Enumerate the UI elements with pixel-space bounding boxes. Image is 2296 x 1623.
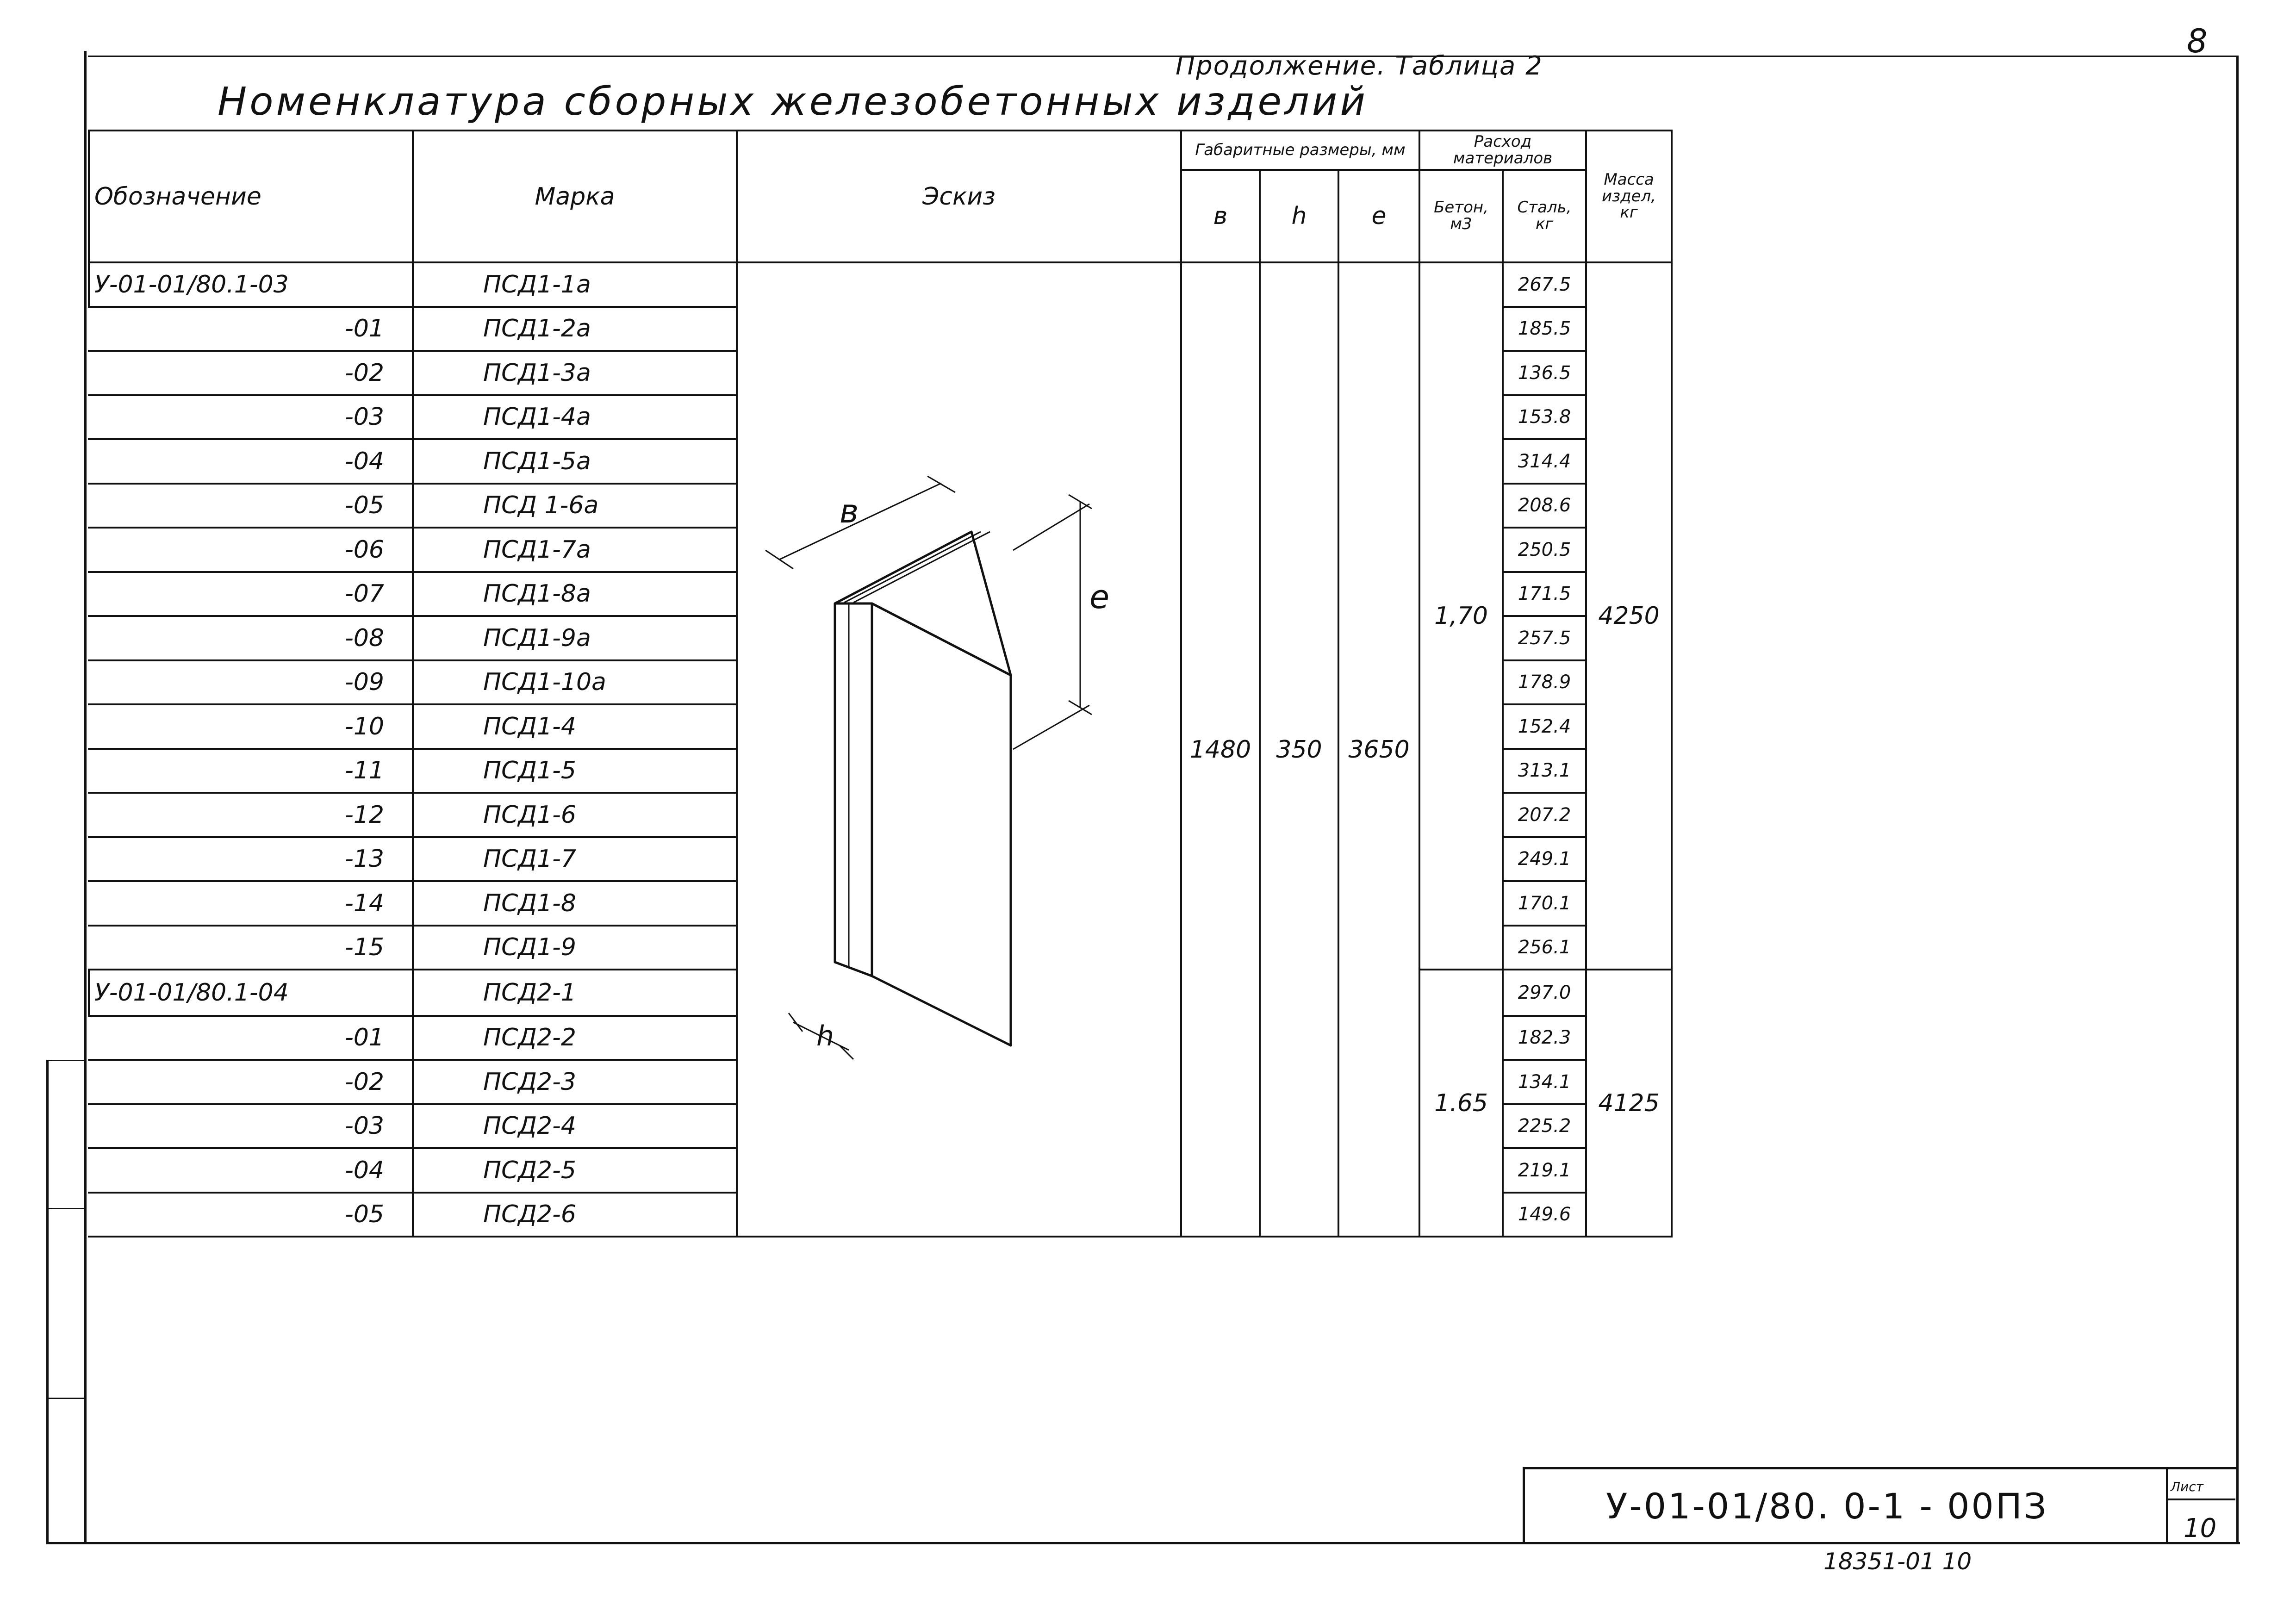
- cell-steel: 153.8: [1503, 395, 1586, 440]
- header-dimensions-group: Габаритные размеры, мм: [1181, 131, 1419, 170]
- binding-strip-line: [46, 1398, 86, 1399]
- cell-designation: -06: [89, 528, 413, 572]
- cell-steel: 225.2: [1503, 1104, 1586, 1149]
- frame-top-border: [88, 56, 2238, 57]
- header-mass: Масса издел, кг: [1586, 131, 1672, 262]
- cell-mark: ПСД1-10а: [413, 660, 737, 705]
- cell-mark: ПСД1-5: [413, 749, 737, 793]
- cell-mark: ПСД2-3: [413, 1060, 737, 1104]
- cell-mark: ПСД1-4а: [413, 395, 737, 440]
- cell-designation: -05: [89, 1193, 413, 1237]
- cell-designation: -08: [89, 616, 413, 660]
- sketch-label-b: в: [840, 492, 859, 530]
- cell-steel: 149.6: [1503, 1193, 1586, 1237]
- cell-mark: ПСД2-4: [413, 1104, 737, 1149]
- cell-mark: ПСД1-7: [413, 837, 737, 882]
- cell-steel: 171.5: [1503, 572, 1586, 616]
- cell-designation: -14: [89, 881, 413, 926]
- cell-steel: 170.1: [1503, 881, 1586, 926]
- cell-mark: ПСД2-1: [413, 970, 737, 1016]
- cell-steel: 152.4: [1503, 704, 1586, 749]
- cell-steel: 208.6: [1503, 484, 1586, 528]
- cell-mark: ПСД1-3а: [413, 351, 737, 395]
- sketch-label-h: h: [816, 1020, 834, 1052]
- header-dim-l: е: [1338, 170, 1419, 262]
- cell-steel: 185.5: [1503, 307, 1586, 351]
- cell-designation: -03: [89, 1104, 413, 1149]
- cell-mark: ПСД1-1а: [413, 262, 737, 307]
- binding-strip-line: [46, 1208, 86, 1209]
- cell-mass-group-1: 4250: [1586, 262, 1672, 970]
- stamp-sheet-divider: [2166, 1499, 2235, 1500]
- archive-number: 18351-01 10: [1823, 1548, 1972, 1575]
- panel-side-face: [835, 603, 872, 976]
- cell-concrete-group-2: 1.65: [1419, 970, 1503, 1237]
- cell-steel: 267.5: [1503, 262, 1586, 307]
- cell-designation: У-01-01/80.1-04: [89, 970, 413, 1016]
- cell-mark: ПСД2-5: [413, 1148, 737, 1193]
- table-continuation-label: Продолжение. Таблица 2: [1176, 51, 1543, 81]
- header-concrete: Бетон, м3: [1419, 170, 1503, 262]
- cell-steel: 314.4: [1503, 439, 1586, 484]
- binding-strip-line: [46, 1060, 86, 1061]
- cell-designation: -04: [89, 439, 413, 484]
- cell-mark: ПСД1-2а: [413, 307, 737, 351]
- cell-steel: 313.1: [1503, 749, 1586, 793]
- cell-mark: ПСД2-6: [413, 1193, 737, 1237]
- header-designation: Обозначение: [89, 131, 413, 262]
- corner-page-mark: 8: [2187, 22, 2208, 60]
- sketch-label-l: е: [1089, 578, 1110, 616]
- cell-mark: ПСД1-8: [413, 881, 737, 926]
- header-sketch: Эскиз: [737, 131, 1181, 262]
- cell-concrete-group-1: 1,70: [1419, 262, 1503, 970]
- table-row: [89, 262, 1672, 307]
- cell-designation: -01: [89, 1016, 413, 1060]
- cell-mark: ПСД1-6: [413, 793, 737, 837]
- header-dim-b: в: [1181, 170, 1260, 262]
- header-mark: Марка: [413, 131, 737, 262]
- cell-designation: -11: [89, 749, 413, 793]
- cell-mark: ПСД1-4: [413, 704, 737, 749]
- frame-left-border: [84, 51, 87, 1543]
- cell-steel: 297.0: [1503, 970, 1586, 1016]
- nomenclature-table: [88, 130, 1673, 1237]
- cell-designation: -03: [89, 395, 413, 440]
- frame-right-border: [2236, 56, 2239, 1543]
- cell-mark: ПСД 1-6а: [413, 484, 737, 528]
- cell-designation: -01: [89, 307, 413, 351]
- cell-steel: 207.2: [1503, 793, 1586, 837]
- cell-steel: 178.9: [1503, 660, 1586, 705]
- cell-steel: 134.1: [1503, 1060, 1586, 1104]
- cell-steel: 219.1: [1503, 1148, 1586, 1193]
- stamp-sheet-label: Лист: [2171, 1479, 2203, 1494]
- cell-mark: ПСД1-5а: [413, 439, 737, 484]
- document-title: Номенклатура сборных железобетонных изделий: [218, 79, 1368, 124]
- stamp-sheet-number: 10: [2184, 1513, 2217, 1543]
- cell-steel: 250.5: [1503, 528, 1586, 572]
- cell-designation: -13: [89, 837, 413, 882]
- stamp-document-code: У-01-01/80. 0-1 - 00ПЗ: [1606, 1486, 2048, 1527]
- cell-steel: 182.3: [1503, 1016, 1586, 1060]
- cell-designation: -09: [89, 660, 413, 705]
- cell-designation: -15: [89, 926, 413, 970]
- sketch-cell: [737, 262, 1181, 1237]
- cell-mass-group-2: 4125: [1586, 970, 1672, 1237]
- cell-mark: ПСД1-7а: [413, 528, 737, 572]
- cell-dim-h: 350: [1260, 262, 1338, 1237]
- cell-designation: -10: [89, 704, 413, 749]
- cell-mark: ПСД1-9а: [413, 616, 737, 660]
- cell-steel: 257.5: [1503, 616, 1586, 660]
- cell-steel: 136.5: [1503, 351, 1586, 395]
- cell-steel: 249.1: [1503, 837, 1586, 882]
- cell-designation: -02: [89, 1060, 413, 1104]
- cell-dim-l: 3650: [1338, 262, 1419, 1237]
- panel-front-face: [872, 603, 1011, 1045]
- cell-designation: -02: [89, 351, 413, 395]
- cell-designation: -07: [89, 572, 413, 616]
- header-materials-group: Расход материалов: [1419, 131, 1586, 170]
- cell-mark: ПСД1-8а: [413, 572, 737, 616]
- cell-designation: У-01-01/80.1-03: [89, 262, 413, 307]
- cell-steel: 256.1: [1503, 926, 1586, 970]
- header-steel: Сталь, кг: [1503, 170, 1586, 262]
- header-dim-h: h: [1260, 170, 1338, 262]
- binding-strip: [46, 1060, 49, 1543]
- cell-mark: ПСД2-2: [413, 1016, 737, 1060]
- panel-sketch: [738, 263, 1181, 1236]
- cell-designation: -04: [89, 1148, 413, 1193]
- cell-designation: -12: [89, 793, 413, 837]
- cell-dim-b: 1480: [1181, 262, 1260, 1237]
- cell-mark: ПСД1-9: [413, 926, 737, 970]
- cell-designation: -05: [89, 484, 413, 528]
